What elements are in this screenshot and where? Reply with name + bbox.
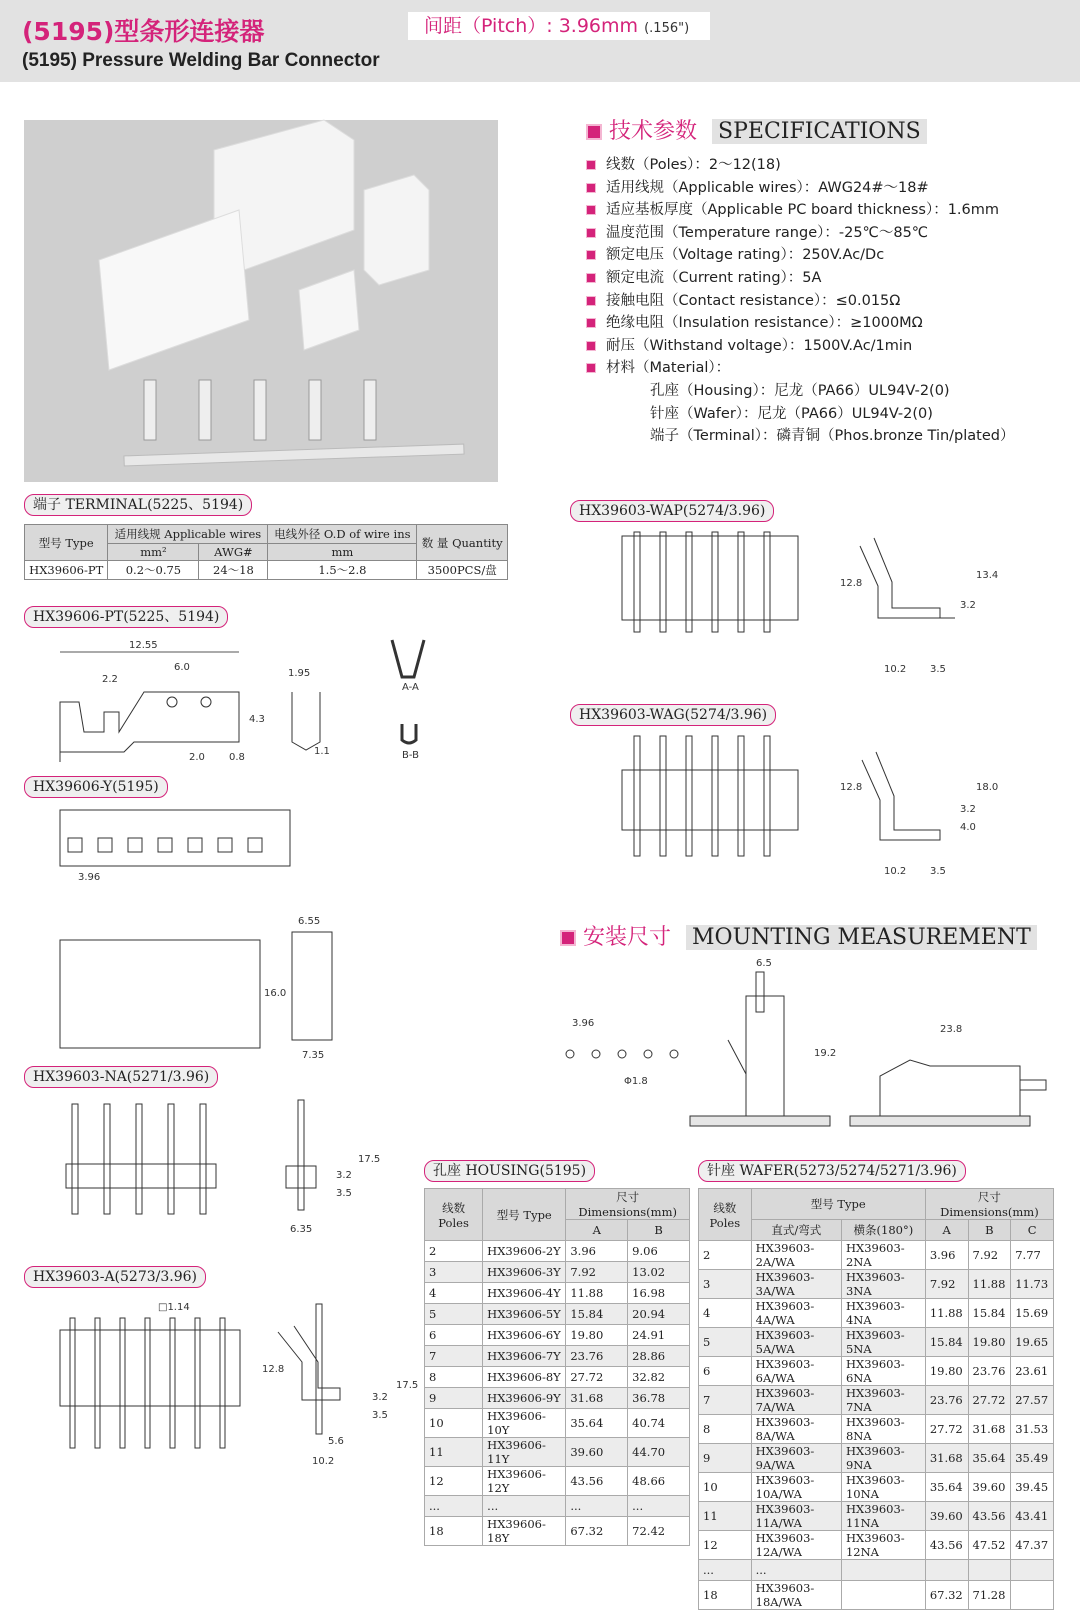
- svg-text:12.8: 12.8: [840, 782, 863, 793]
- table-cell: 6: [699, 1357, 752, 1386]
- table-cell: HX39603-9NA: [841, 1444, 925, 1473]
- th-awg: AWG#: [199, 544, 268, 561]
- table-cell: 19.65: [1011, 1328, 1054, 1357]
- table-cell: 9: [425, 1388, 483, 1409]
- table-cell: 10: [425, 1409, 483, 1438]
- table-cell: 11.88: [968, 1270, 1011, 1299]
- wafer-table-body: [699, 1241, 1054, 1610]
- svg-text:□1.14: □1.14: [158, 1302, 190, 1313]
- table-cell: 15.84: [566, 1304, 628, 1325]
- table-cell: 48.66: [628, 1467, 690, 1496]
- svg-text:6.35: 6.35: [290, 1224, 313, 1235]
- svg-text:5.6: 5.6: [328, 1436, 344, 1447]
- specs-heading: [586, 114, 927, 145]
- table-row: [425, 1517, 690, 1546]
- product-photo: [24, 120, 498, 482]
- material-wafer: 针座（Wafer）：尼龙（PA66）UL94V-2(0): [650, 405, 933, 422]
- table-cell: ...: [699, 1560, 752, 1581]
- label-pt: HX39606-PT(5225、5194): [24, 606, 228, 628]
- table-cell: [841, 1581, 925, 1610]
- spec-item: 额定电压（Voltage rating）：250V.Ac/Dc: [586, 244, 1015, 267]
- specs-heading-en: SPECIFICATIONS: [712, 119, 927, 144]
- table-cell: 39.60: [968, 1473, 1011, 1502]
- table-cell: 31.68: [566, 1388, 628, 1409]
- table-cell: ...: [566, 1496, 628, 1517]
- table-cell: 5: [699, 1328, 752, 1357]
- table-row: [425, 1241, 690, 1262]
- table-cell: 35.64: [925, 1473, 968, 1502]
- table-row: [699, 1560, 1054, 1581]
- table-cell: 23.61: [1011, 1357, 1054, 1386]
- bullet-icon: [586, 160, 596, 170]
- table-row: [425, 1304, 690, 1325]
- table-row: [425, 1346, 690, 1367]
- table-cell: [925, 1560, 968, 1581]
- table-cell: HX39603-3A/WA: [751, 1270, 841, 1299]
- spec-item: 适应基板厚度（Applicable PC board thickness）：1.6mm: [586, 199, 1015, 222]
- table-cell: 12: [699, 1531, 752, 1560]
- svg-text:12.8: 12.8: [262, 1364, 285, 1375]
- svg-text:7.35: 7.35: [302, 1050, 325, 1061]
- table-cell: 43.56: [925, 1531, 968, 1560]
- table-cell: 15.84: [968, 1299, 1011, 1328]
- svg-text:2.2: 2.2: [102, 674, 118, 685]
- table-cell: 23.76: [925, 1386, 968, 1415]
- table-cell: 10: [699, 1473, 752, 1502]
- specs-bullet-icon: [586, 124, 602, 140]
- table-cell: 23.76: [968, 1357, 1011, 1386]
- table-cell: HX39603-5NA: [841, 1328, 925, 1357]
- table-row: [425, 1367, 690, 1388]
- table-cell: 43.56: [968, 1502, 1011, 1531]
- th-od-mm: mm: [268, 544, 417, 561]
- table-cell: 19.80: [925, 1357, 968, 1386]
- table-cell: HX39603-18A/WA: [751, 1581, 841, 1610]
- svg-text:10.2: 10.2: [312, 1456, 335, 1467]
- table-row: [425, 1283, 690, 1304]
- mount-heading-cn: 安装尺寸: [583, 925, 672, 950]
- table-cell: 19.80: [968, 1328, 1011, 1357]
- mount-bullet-icon: [560, 930, 576, 946]
- table-cell: HX39603-10NA: [841, 1473, 925, 1502]
- svg-text:10.2: 10.2: [884, 664, 907, 675]
- th-od: 电线外径 O.D of wire ins: [268, 525, 417, 544]
- table-cell: 20.94: [628, 1304, 690, 1325]
- table-row: [699, 1531, 1054, 1560]
- th-b: B: [628, 1220, 690, 1241]
- table-cell: 28.86: [628, 1346, 690, 1367]
- table-row: [425, 1467, 690, 1496]
- svg-text:3.5: 3.5: [930, 664, 946, 675]
- table-cell: 15.84: [925, 1328, 968, 1357]
- table-cell: 11.88: [925, 1299, 968, 1328]
- pitch-label: [408, 12, 710, 40]
- table-cell: HX39603-9A/WA: [751, 1444, 841, 1473]
- table-cell: 47.37: [1011, 1531, 1054, 1560]
- table-cell: [968, 1560, 1011, 1581]
- table-cell: HX39603-2A/WA: [751, 1241, 841, 1270]
- svg-text:4.0: 4.0: [960, 822, 976, 833]
- th-type: 型号 Type: [751, 1189, 925, 1220]
- svg-text:6.55: 6.55: [298, 916, 321, 927]
- table-cell: HX39603-11NA: [841, 1502, 925, 1531]
- spec-item: 温度范围（Temperature range）：-25℃～85℃: [586, 222, 1015, 245]
- table-cell: 43.56: [566, 1467, 628, 1496]
- table-cell: 9.06: [628, 1241, 690, 1262]
- table-cell: 11: [699, 1502, 752, 1531]
- svg-text:6.0: 6.0: [174, 662, 190, 673]
- material-housing: 孔座（Housing）：尼龙（PA66）UL94V-2(0): [650, 382, 950, 399]
- svg-text:3.2: 3.2: [960, 600, 976, 611]
- table-cell: 6: [425, 1325, 483, 1346]
- svg-text:B-B: B-B: [402, 750, 419, 761]
- table-cell: 7.92: [968, 1241, 1011, 1270]
- table-cell: 7.92: [566, 1262, 628, 1283]
- table-row: [425, 1325, 690, 1346]
- th-straight: 直式/弯式: [751, 1220, 841, 1241]
- table-cell: 27.72: [968, 1386, 1011, 1415]
- table-row: [699, 1415, 1054, 1444]
- table-row: [699, 1473, 1054, 1502]
- th-type: 型号 Type: [25, 525, 108, 561]
- spec-item: 材料（Material）：: [586, 357, 1015, 380]
- table-cell: 36.78: [628, 1388, 690, 1409]
- table-cell: 67.32: [925, 1581, 968, 1610]
- bullet-icon: [586, 250, 596, 260]
- table-cell: 71.28: [968, 1581, 1011, 1610]
- table-cell: 32.82: [628, 1367, 690, 1388]
- svg-text:19.2: 19.2: [814, 1048, 837, 1059]
- table-cell: 72.42: [628, 1517, 690, 1546]
- table-cell: 31.53: [1011, 1415, 1054, 1444]
- bullet-icon: [586, 318, 596, 328]
- mount-heading-en: MOUNTING MEASUREMENT: [686, 925, 1037, 950]
- table-row: [699, 1357, 1054, 1386]
- th-dim: 尺寸Dimensions(mm): [566, 1189, 690, 1220]
- table-cell: HX39603-4NA: [841, 1299, 925, 1328]
- table-row: [699, 1241, 1054, 1270]
- table-cell: 11: [425, 1438, 483, 1467]
- product-photo-illustration: [24, 120, 498, 482]
- th-c: C: [1011, 1220, 1054, 1241]
- table-cell: [1011, 1560, 1054, 1581]
- svg-text:3.5: 3.5: [930, 866, 946, 877]
- table-row: [699, 1270, 1054, 1299]
- svg-text:12.8: 12.8: [840, 578, 863, 589]
- pitch-caption: 间距（Pitch）:: [424, 15, 553, 37]
- table-cell: HX39603-12A/WA: [751, 1531, 841, 1560]
- th-wires: 适用线规 Applicable wires: [108, 525, 268, 544]
- table-cell: 9: [699, 1444, 752, 1473]
- drawing-mount: [550, 956, 1060, 1146]
- table-cell: 7: [425, 1346, 483, 1367]
- table-cell: 31.68: [968, 1415, 1011, 1444]
- table-cell: 15.69: [1011, 1299, 1054, 1328]
- th-horiz: 横条(180°): [841, 1220, 925, 1241]
- spec-item: 线数（Poles）：2～12(18): [586, 154, 1015, 177]
- svg-text:2.0: 2.0: [189, 752, 205, 763]
- table-cell: 47.52: [968, 1531, 1011, 1560]
- table-cell: 67.32: [566, 1517, 628, 1546]
- table-cell: 19.80: [566, 1325, 628, 1346]
- pitch-value: 3.96mm: [558, 15, 639, 37]
- table-cell: 11.88: [566, 1283, 628, 1304]
- svg-text:12.55: 12.55: [129, 640, 158, 651]
- svg-text:A-A: A-A: [402, 682, 419, 693]
- svg-text:Φ1.8: Φ1.8: [624, 1076, 648, 1087]
- th-type: 型号 Type: [483, 1189, 566, 1241]
- drawing-wag: [600, 730, 1020, 900]
- table-cell: 44.70: [628, 1438, 690, 1467]
- table-cell: 16.98: [628, 1283, 690, 1304]
- drawing-y: [40, 800, 370, 1070]
- table-cell: 27.57: [1011, 1386, 1054, 1415]
- table-cell: HX39603-10A/WA: [751, 1473, 841, 1502]
- table-cell: 13.02: [628, 1262, 690, 1283]
- table-cell: HX39603-4A/WA: [751, 1299, 841, 1328]
- table-cell: 4: [425, 1283, 483, 1304]
- material-terminal: 端子（Terminal）：磷青铜（Phos.bronze Tin/plated）: [650, 428, 1015, 445]
- page-title-en: (5195) Pressure Welding Bar Connector: [22, 50, 380, 71]
- table-row: [699, 1444, 1054, 1473]
- spec-item: 耐压（Withstand voltage）：1500V.Ac/1min: [586, 335, 1015, 358]
- table-cell: 43.41: [1011, 1502, 1054, 1531]
- svg-text:16.0: 16.0: [264, 988, 287, 999]
- svg-text:3.96: 3.96: [78, 872, 101, 883]
- drawing-pt: [24, 632, 444, 772]
- bullet-icon: [586, 205, 596, 215]
- table-cell: 18: [425, 1517, 483, 1546]
- table-cell: 7.77: [1011, 1241, 1054, 1270]
- spec-item: 绝缘电阻（Insulation resistance）：≥1000MΩ: [586, 312, 1015, 335]
- table-cell: HX39606-9Y: [483, 1388, 566, 1409]
- table-cell: 3.96: [566, 1241, 628, 1262]
- table-cell: 31.68: [925, 1444, 968, 1473]
- th-dim: 尺寸Dimensions(mm): [925, 1189, 1053, 1220]
- housing-table: [424, 1188, 690, 1546]
- housing-table-body: [425, 1241, 690, 1546]
- svg-text:13.4: 13.4: [976, 570, 999, 581]
- table-row: [699, 1386, 1054, 1415]
- table-cell: 4: [699, 1299, 752, 1328]
- svg-text:23.8: 23.8: [940, 1024, 963, 1035]
- table-cell: HX39606-2Y: [483, 1241, 566, 1262]
- table-cell: HX39606-3Y: [483, 1262, 566, 1283]
- drawing-a: [40, 1292, 419, 1492]
- table-cell: HX39603-3NA: [841, 1270, 925, 1299]
- table-cell: 8: [699, 1415, 752, 1444]
- table-cell: 8: [425, 1367, 483, 1388]
- table-row: [699, 1299, 1054, 1328]
- table-cell: 35.64: [968, 1444, 1011, 1473]
- page-title-cn: (5195)型条形连接器: [22, 17, 265, 46]
- table-cell: 39.60: [925, 1502, 968, 1531]
- th-a: A: [925, 1220, 968, 1241]
- table-cell: HX39606-4Y: [483, 1283, 566, 1304]
- table-cell: HX39603-8NA: [841, 1415, 925, 1444]
- table-cell: 18: [699, 1581, 752, 1610]
- table-cell: ...: [483, 1496, 566, 1517]
- svg-text:4.3: 4.3: [249, 714, 265, 725]
- table-cell: [841, 1560, 925, 1581]
- table-row: [699, 1581, 1054, 1610]
- table-cell: HX39606-6Y: [483, 1325, 566, 1346]
- terminal-table: [24, 524, 508, 580]
- table-cell: 3: [425, 1262, 483, 1283]
- table-cell: 40.74: [628, 1409, 690, 1438]
- drawing-na: [40, 1092, 380, 1262]
- table-cell: 7.92: [925, 1270, 968, 1299]
- table-cell: HX39606-11Y: [483, 1438, 566, 1467]
- table-cell: 35.64: [566, 1409, 628, 1438]
- table-cell: 3: [699, 1270, 752, 1299]
- svg-text:10.2: 10.2: [884, 866, 907, 877]
- spec-item: 接触电阻（Contact resistance）：≤0.015Ω: [586, 290, 1015, 313]
- svg-text:3.2: 3.2: [372, 1392, 388, 1403]
- table-cell: HX39603-12NA: [841, 1531, 925, 1560]
- bullet-icon: [586, 296, 596, 306]
- table-row: [425, 1409, 690, 1438]
- th-poles: 线数 Poles: [699, 1189, 752, 1241]
- label-housing: 孔座 HOUSING(5195): [424, 1160, 595, 1182]
- svg-text:6.5: 6.5: [756, 958, 772, 969]
- svg-text:17.5: 17.5: [396, 1380, 419, 1391]
- th-mm2: mm²: [108, 544, 199, 561]
- bullet-icon: [586, 341, 596, 351]
- table-cell: ...: [751, 1560, 841, 1581]
- wafer-table: [698, 1188, 1054, 1610]
- svg-text:3.5: 3.5: [372, 1410, 388, 1421]
- table-cell: HX39606-10Y: [483, 1409, 566, 1438]
- th-b: B: [968, 1220, 1011, 1241]
- table-row: [425, 1262, 690, 1283]
- bullet-icon: [586, 363, 596, 373]
- svg-text:1.1: 1.1: [314, 746, 330, 757]
- specs-heading-cn: 技术参数: [609, 119, 698, 144]
- table-cell: HX39603-5A/WA: [751, 1328, 841, 1357]
- table-cell: 35.49: [1011, 1444, 1054, 1473]
- table-cell: HX39606-8Y: [483, 1367, 566, 1388]
- table-cell: HX39603-2NA: [841, 1241, 925, 1270]
- table-row: [699, 1328, 1054, 1357]
- svg-text:3.2: 3.2: [336, 1170, 352, 1181]
- table-row: [425, 1496, 690, 1517]
- table-cell: 24.91: [628, 1325, 690, 1346]
- table-cell: HX39603-6A/WA: [751, 1357, 841, 1386]
- spec-item: 适用线规（Applicable wires）：AWG24#～18#: [586, 177, 1015, 200]
- label-na: HX39603-NA(5271/3.96): [24, 1066, 218, 1088]
- specs-list: [586, 154, 1015, 448]
- svg-text:3.96: 3.96: [572, 1018, 595, 1029]
- svg-text:3.5: 3.5: [336, 1188, 352, 1199]
- table-cell: HX39606-5Y: [483, 1304, 566, 1325]
- label-wafer: 针座 WAFER(5273/5274/5271/3.96): [698, 1160, 966, 1182]
- table-row: HX39606-PT 0.2～0.75 24～18 1.5～2.8 3500PCS/盘: [25, 561, 508, 580]
- table-cell: 7: [699, 1386, 752, 1415]
- svg-text:3.2: 3.2: [960, 804, 976, 815]
- table-cell: HX39603-7NA: [841, 1386, 925, 1415]
- table-cell: 23.76: [566, 1346, 628, 1367]
- table-cell: HX39603-7A/WA: [751, 1386, 841, 1415]
- table-cell: HX39603-11A/WA: [751, 1502, 841, 1531]
- th-a: A: [566, 1220, 628, 1241]
- table-cell: HX39603-8A/WA: [751, 1415, 841, 1444]
- table-cell: HX39603-6NA: [841, 1357, 925, 1386]
- table-cell: HX39606-18Y: [483, 1517, 566, 1546]
- th-qty: 数 量 Quantity: [417, 525, 508, 561]
- table-cell: 12: [425, 1467, 483, 1496]
- table-cell: 27.72: [566, 1367, 628, 1388]
- table-cell: 27.72: [925, 1415, 968, 1444]
- bullet-icon: [586, 228, 596, 238]
- table-cell: ...: [425, 1496, 483, 1517]
- table-cell: 2: [699, 1241, 752, 1270]
- label-y: HX39606-Y(5195): [24, 776, 168, 798]
- label-wap: HX39603-WAP(5274/3.96): [570, 500, 774, 522]
- table-cell: 39.45: [1011, 1473, 1054, 1502]
- mount-heading: [560, 920, 1037, 951]
- th-poles: 线数 Poles: [425, 1189, 483, 1241]
- table-cell: HX39606-12Y: [483, 1467, 566, 1496]
- table-cell: 11.73: [1011, 1270, 1054, 1299]
- label-a: HX39603-A(5273/3.96): [24, 1266, 206, 1288]
- drawing-wap: [600, 526, 1020, 696]
- bullet-icon: [586, 183, 596, 193]
- table-cell: HX39606-7Y: [483, 1346, 566, 1367]
- table-cell: 2: [425, 1241, 483, 1262]
- table-cell: 5: [425, 1304, 483, 1325]
- table-row: [425, 1438, 690, 1467]
- table-cell: [1011, 1581, 1054, 1610]
- bullet-icon: [586, 273, 596, 283]
- table-row: [699, 1502, 1054, 1531]
- pitch-inch: (.156"): [644, 21, 690, 36]
- svg-text:18.0: 18.0: [976, 782, 999, 793]
- table-row: [425, 1388, 690, 1409]
- spec-item: 额定电流（Current rating）：5A: [586, 267, 1015, 290]
- svg-text:0.8: 0.8: [229, 752, 245, 763]
- table-cell: ...: [628, 1496, 690, 1517]
- svg-text:17.5: 17.5: [358, 1154, 381, 1165]
- label-terminal: 端子 TERMINAL(5225、5194): [24, 494, 252, 516]
- table-cell: 3.96: [925, 1241, 968, 1270]
- svg-text:1.95: 1.95: [288, 668, 311, 679]
- table-cell: 39.60: [566, 1438, 628, 1467]
- label-wag: HX39603-WAG(5274/3.96): [570, 704, 776, 726]
